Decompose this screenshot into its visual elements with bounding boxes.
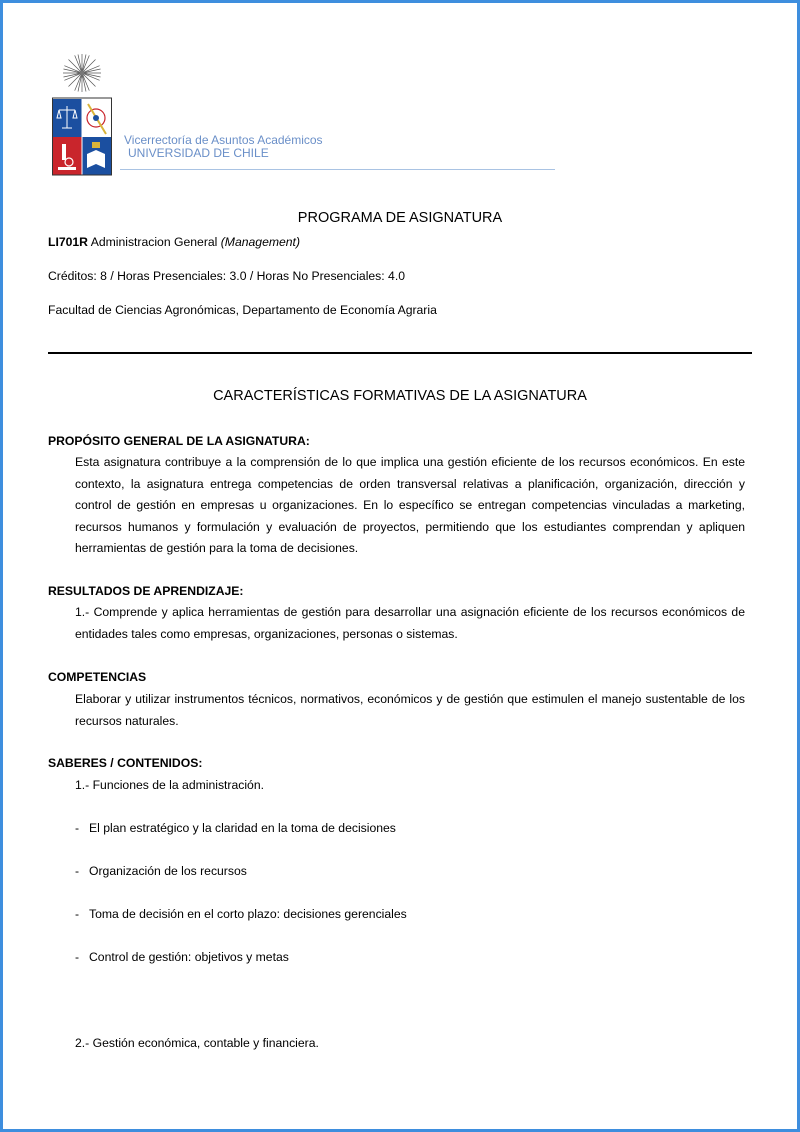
purpose-text: Esta asignatura contribuye a la comprensión de lo que implica una gestión eficiente de los recursos económicos. En este contexto, la asignatura entrega competencias de orden transversal relativas a planificación, organización, dirección y control de gestión en empresas u organizaciones. En lo específico se entregan competencias vinculadas a marketing, recursos humanos y formulación y evaluación de proyectos, permitiendo que los estudiantes comprendan y apliquen herramientas de gestión para la toma de decisiones. — [75, 455, 745, 555]
course-english-name: (Management) — [220, 235, 301, 249]
faculty-line: Facultad de Ciencias Agronómicas, Departamento de Economía Agraria — [48, 303, 437, 317]
bullet-dash: - — [75, 950, 80, 964]
results-heading: RESULTADOS DE APRENDIZAJE: — [48, 584, 244, 598]
list-item — [75, 864, 247, 878]
list-item — [75, 821, 396, 835]
unit-1-title: 1.- Funciones de la administración. — [75, 778, 265, 792]
vicerrectoria-label: Vicerrectoría de Asuntos Académicos — [124, 133, 323, 147]
competencies-text: Elaborar y utilizar instrumentos técnicos, normativos, económicos y de gestión que estimulen el manejo sustentable de los recursos naturales. — [75, 692, 745, 728]
course-name: Administracion General — [90, 235, 218, 249]
purpose-heading: PROPÓSITO GENERAL DE LA ASIGNATURA: — [48, 434, 310, 448]
list-item — [75, 950, 289, 964]
course-code: LI701R — [48, 235, 88, 249]
characteristics-title: CARACTERÍSTICAS FORMATIVAS DE LA ASIGNATURA — [213, 388, 587, 404]
bullet-dash: - — [75, 864, 80, 878]
university-crest-logo — [52, 50, 112, 176]
list-item-text: Organización de los recursos — [89, 864, 247, 878]
competencies-heading: COMPETENCIAS — [48, 670, 147, 684]
contents-heading: SABERES / CONTENIDOS: — [48, 756, 203, 770]
header-divider — [120, 169, 555, 170]
list-item-text: El plan estratégico y la claridad en la toma de decisiones — [89, 821, 396, 835]
results-text: 1.- Comprende y aplica herramientas de gestión para desarrollar una asignación eficiente de los recursos económicos de entidades tales como empresas, organizaciones, personas o sistemas. — [75, 605, 745, 641]
list-item-text: Toma de decisión en el corto plazo: decisiones gerenciales — [89, 907, 407, 921]
bullet-dash: - — [75, 821, 80, 835]
list-item-text: Control de gestión: objetivos y metas — [89, 950, 289, 964]
credits-line: Créditos: 8 / Horas Presenciales: 3.0 / Horas No Presenciales: 4.0 — [48, 269, 405, 283]
bullet-dash: - — [75, 907, 80, 921]
program-title: PROGRAMA DE ASIGNATURA — [297, 210, 503, 226]
universidad-label: UNIVERSIDAD DE CHILE — [128, 146, 269, 160]
section-divider — [48, 352, 752, 354]
course-line — [48, 235, 300, 249]
unit-2-title: 2.- Gestión económica, contable y financiera. — [75, 1036, 319, 1050]
list-item — [75, 907, 407, 921]
